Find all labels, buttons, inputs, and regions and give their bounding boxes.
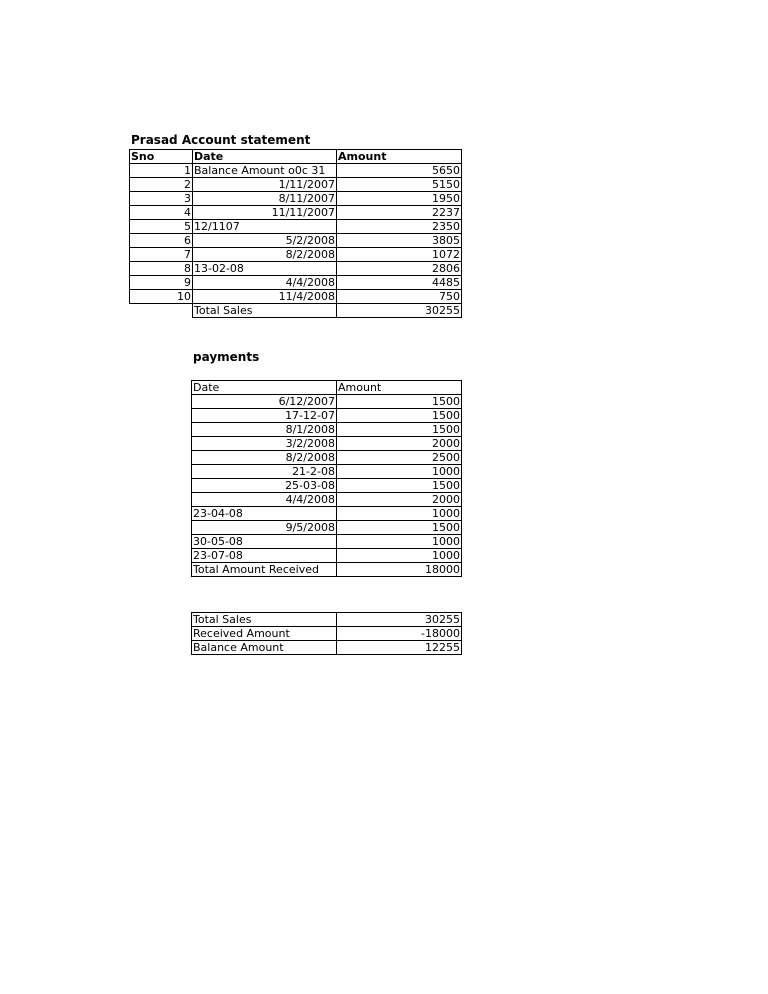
amount-cell: 4485 xyxy=(337,276,462,290)
payment-date-cell: 25-03-08 xyxy=(192,479,337,493)
summary-value: -18000 xyxy=(337,627,462,641)
payment-date-cell: 30-05-08 xyxy=(192,535,337,549)
statement-total-row xyxy=(130,304,462,318)
payment-date-cell: 21-2-08 xyxy=(192,465,337,479)
header-amount: Amount xyxy=(337,150,462,164)
summary-row xyxy=(192,613,462,627)
amount-cell: 2237 xyxy=(337,206,462,220)
table-row xyxy=(130,234,462,248)
payment-amount-cell: 2000 xyxy=(337,493,462,507)
amount-cell: 2806 xyxy=(337,262,462,276)
table-row xyxy=(192,479,462,493)
payment-amount-cell: 1000 xyxy=(337,507,462,521)
amount-cell: 1950 xyxy=(337,192,462,206)
payment-date-cell: 8/1/2008 xyxy=(192,423,337,437)
date-cell: 1/11/2007 xyxy=(193,178,337,192)
payment-amount-cell: 2500 xyxy=(337,451,462,465)
empty-cell xyxy=(130,304,193,318)
table-row xyxy=(130,248,462,262)
table-row xyxy=(192,451,462,465)
table-row xyxy=(130,276,462,290)
payments-header-row xyxy=(192,381,462,395)
sno-cell: 2 xyxy=(130,178,193,192)
header-sno: Sno xyxy=(130,150,193,164)
table-row xyxy=(192,493,462,507)
summary-value: 12255 xyxy=(337,641,462,655)
date-cell: 12/1107 xyxy=(193,220,337,234)
table-row xyxy=(192,507,462,521)
table-row xyxy=(130,164,462,178)
header-amount: Amount xyxy=(337,381,462,395)
table-row xyxy=(192,465,462,479)
amount-cell: 5650 xyxy=(337,164,462,178)
sno-cell: 6 xyxy=(130,234,193,248)
payment-date-cell: 4/4/2008 xyxy=(192,493,337,507)
payment-date-cell: 23-07-08 xyxy=(192,549,337,563)
summary-label: Received Amount xyxy=(192,627,337,641)
summary-label: Balance Amount xyxy=(192,641,337,655)
date-cell: Balance Amount o0c 31 xyxy=(193,164,337,178)
table-row xyxy=(192,423,462,437)
sno-cell: 8 xyxy=(130,262,193,276)
payment-date-cell: 3/2/2008 xyxy=(192,437,337,451)
amount-cell: 5150 xyxy=(337,178,462,192)
date-cell: 11/11/2007 xyxy=(193,206,337,220)
total-received-value: 18000 xyxy=(337,563,462,577)
table-row xyxy=(192,549,462,563)
statement-table xyxy=(129,149,462,318)
sno-cell: 4 xyxy=(130,206,193,220)
sno-cell: 9 xyxy=(130,276,193,290)
statement-title: Prasad Account statement xyxy=(131,133,311,147)
sno-cell: 10 xyxy=(130,290,193,304)
payment-amount-cell: 1500 xyxy=(337,521,462,535)
table-row xyxy=(130,192,462,206)
summary-value: 30255 xyxy=(337,613,462,627)
header-date: Date xyxy=(193,150,337,164)
total-sales-label: Total Sales xyxy=(193,304,337,318)
table-row xyxy=(192,521,462,535)
summary-row xyxy=(192,627,462,641)
statement-header-row xyxy=(130,150,462,164)
date-cell: 8/2/2008 xyxy=(193,248,337,262)
amount-cell: 2350 xyxy=(337,220,462,234)
date-cell: 11/4/2008 xyxy=(193,290,337,304)
payment-amount-cell: 1000 xyxy=(337,465,462,479)
payment-amount-cell: 2000 xyxy=(337,437,462,451)
date-cell: 8/11/2007 xyxy=(193,192,337,206)
table-row xyxy=(192,395,462,409)
date-cell: 13-02-08 xyxy=(193,262,337,276)
payment-amount-cell: 1000 xyxy=(337,535,462,549)
sno-cell: 1 xyxy=(130,164,193,178)
table-row xyxy=(192,437,462,451)
summary-row xyxy=(192,641,462,655)
table-row xyxy=(130,178,462,192)
amount-cell: 750 xyxy=(337,290,462,304)
summary-label: Total Sales xyxy=(192,613,337,627)
sno-cell: 3 xyxy=(130,192,193,206)
amount-cell: 3805 xyxy=(337,234,462,248)
payment-amount-cell: 1500 xyxy=(337,395,462,409)
header-date: Date xyxy=(192,381,337,395)
payment-amount-cell: 1500 xyxy=(337,409,462,423)
payments-total-row xyxy=(192,563,462,577)
table-row xyxy=(192,535,462,549)
payment-date-cell: 17-12-07 xyxy=(192,409,337,423)
sno-cell: 5 xyxy=(130,220,193,234)
sno-cell: 7 xyxy=(130,248,193,262)
date-cell: 4/4/2008 xyxy=(193,276,337,290)
table-row xyxy=(130,206,462,220)
payments-table xyxy=(191,380,462,577)
total-received-label: Total Amount Received xyxy=(192,563,337,577)
table-row xyxy=(130,220,462,234)
payment-date-cell: 8/2/2008 xyxy=(192,451,337,465)
payment-amount-cell: 1500 xyxy=(337,479,462,493)
summary-table xyxy=(191,612,462,655)
table-row xyxy=(130,262,462,276)
payment-amount-cell: 1500 xyxy=(337,423,462,437)
payments-title: payments xyxy=(193,350,260,364)
payment-date-cell: 9/5/2008 xyxy=(192,521,337,535)
table-row xyxy=(192,409,462,423)
total-sales-value: 30255 xyxy=(337,304,462,318)
payment-date-cell: 23-04-08 xyxy=(192,507,337,521)
table-row xyxy=(130,290,462,304)
payment-amount-cell: 1000 xyxy=(337,549,462,563)
date-cell: 5/2/2008 xyxy=(193,234,337,248)
amount-cell: 1072 xyxy=(337,248,462,262)
payment-date-cell: 6/12/2007 xyxy=(192,395,337,409)
